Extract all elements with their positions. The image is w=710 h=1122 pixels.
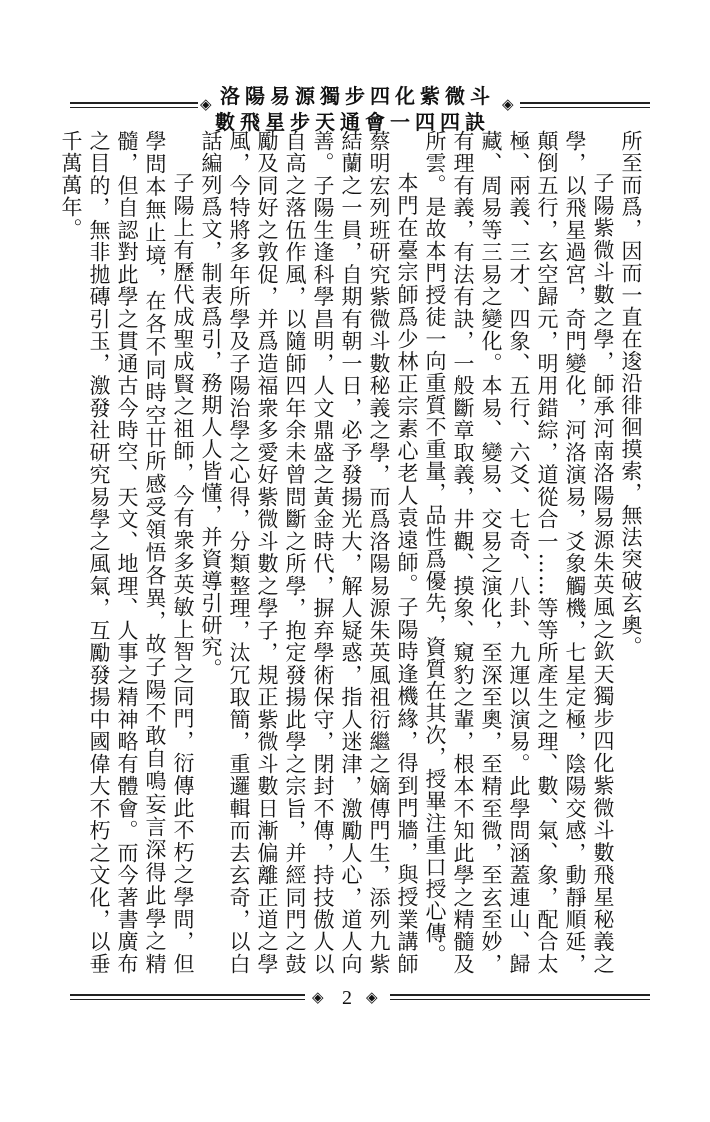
page-number: 2 — [342, 987, 352, 1009]
footer-ornament-right: ◈ — [366, 988, 378, 1006]
footer-rule-right-bottom — [390, 999, 650, 1000]
paragraph-4: 子陽上有歷代成聖成賢之祖師，今有衆多英敏上智之同門，衍傳此不朽之學問，但學問本無止境，在各不同時空廿所感受領悟各異，故子陽不敢自鳴妄言深得此學之精髓，但自認對此學之貫通古今時空、天文、地理、人事之精神略有體會。而今著書廣布之目的，無非拋磚引玉，激發社研究易學之風氣，互勵發揚中國偉大不朽之文化，以垂千萬萬年。 — [59, 130, 195, 975]
header-rule-left-top — [70, 102, 198, 104]
paragraph-1: 所至而爲，因而一直在逡沿徘徊摸索，無法突破玄奧。 — [619, 130, 643, 658]
header-title-line2: 數飛星步天通會一四四訣 — [215, 110, 490, 134]
header-rule-left-bottom — [70, 107, 198, 108]
paragraph-3: 本門在臺宗師爲少林正宗素心老人袁遠師。子陽時逢機緣，得到門牆，與授業講師蔡明宏列班研究紫微斗數秘義之學，而爲洛陽易源朱英風祖衍繼之嫡傳門生，添列九紫結蘭之一員，自期有朝一日，必予發揚光大，解人疑惑，指人迷津，激勵人心，道人向善。子陽生逢科學昌明，人文鼎盛之黃金時代，摒弃學術保守，閉封不傳，持技傲人以自高之落伍作風，以隨師四年余未曾問斷之所學，抱定發揚此學之宗旨，并經同門之鼓勵及同好之敦促，并爲造福衆多愛好紫微斗數之學子，規正紫微斗數日漸偏離正道之學風，今特將多年所學及子陽治學之心得，分類整理，汰冗取簡，重邏輯而去玄奇，以白話編列爲文，制表爲引，務期人人皆懂，并資導引研究。 — [199, 130, 419, 975]
header-ornament-right: ◈ — [502, 95, 514, 113]
paragraph-2: 子陽紫微斗數之學，師承河南洛陽易源朱英風之欽天獨步四化紫微斗數飛星秘義之學，以飛星過宮，奇門變化，河洛演易，爻象觸機，七星定極，陰陽交感，動靜順延，顛倒五行，玄空歸元，明用錯綜，道從合一……等等所產生之理、數、氣、象，配合太極、兩義、三才、四象、五行、六爻、七奇、八卦、九運以演易。此學問涵蓋連山、歸藏、周易等三易之變化。本易、變易、交易之演化，至深至奧，至精至微，至玄至妙，有理有義，有法有訣，一般斷章取義，井觀、摸象、窺豹之輩，根本不知此學之精髓及所雲。是故本門授徒一向重質不重量，品性爲優先，資質在其次，授畢注重口授心傳。 — [423, 130, 615, 975]
footer-ornament-left: ◈ — [312, 988, 324, 1006]
vertical-body-text — [59, 130, 645, 975]
header-title-line1: 洛陽易源獨步四化紫微斗 — [220, 84, 495, 108]
header-ornament-left: ◈ — [200, 95, 212, 113]
footer-rule-left-top — [70, 994, 305, 996]
header-rule-right-top — [520, 102, 650, 104]
running-header — [70, 78, 650, 138]
page-footer — [70, 985, 650, 1015]
header-rule-right-bottom — [520, 107, 650, 108]
footer-rule-right-top — [390, 994, 650, 996]
footer-rule-left-bottom — [70, 999, 305, 1000]
